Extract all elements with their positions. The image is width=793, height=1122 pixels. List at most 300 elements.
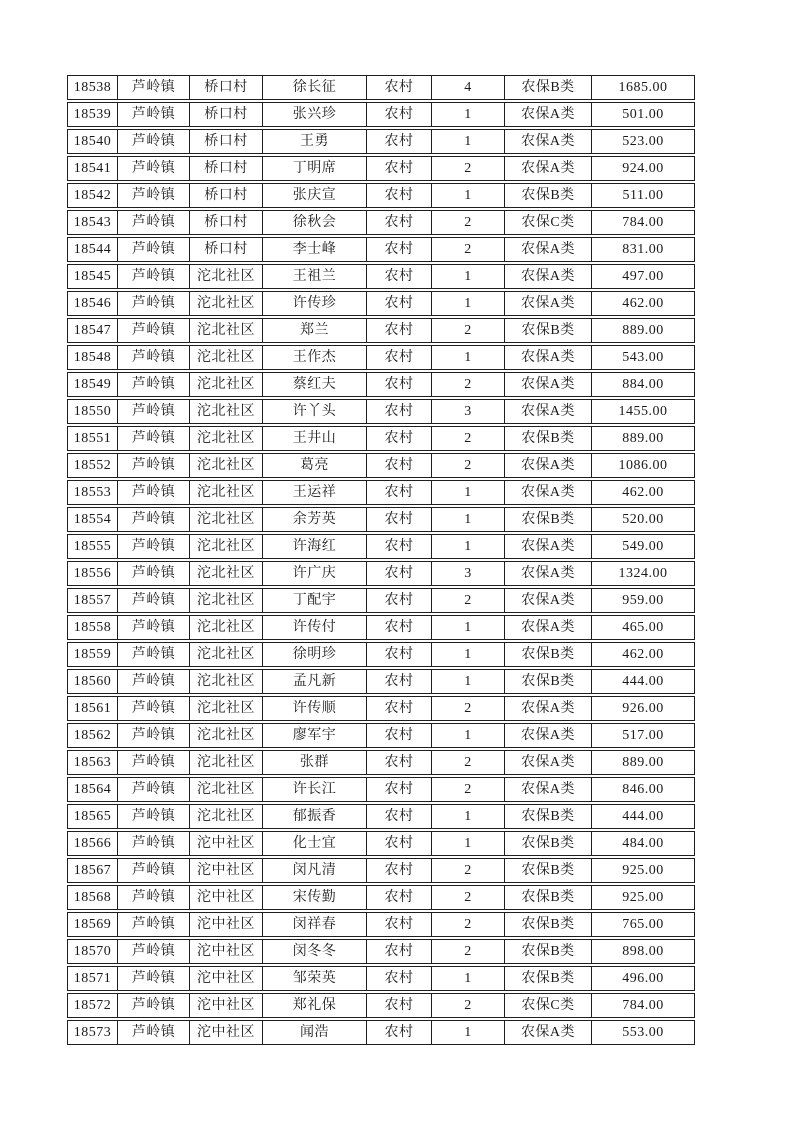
table-row: [67, 372, 695, 397]
cell-amount: 889.00: [622, 754, 664, 770]
cell-town: 芦岭镇: [118, 130, 190, 153]
cell-village: 沱中社区: [190, 886, 263, 909]
cell-amount: 1455.00: [618, 403, 668, 419]
cell-residence: 农村: [367, 859, 432, 882]
cell-persons: 2: [432, 319, 505, 342]
cell-village: 沱北社区: [190, 319, 263, 342]
cell-id: 18565: [68, 805, 118, 828]
cell-persons: 2: [432, 238, 505, 261]
cell-town: 芦岭镇: [118, 238, 190, 261]
cell-insurance_type: 农保B类: [505, 670, 592, 693]
cell-residence: 农村: [367, 751, 432, 774]
cell-village: 沱中社区: [190, 1021, 263, 1044]
cell-persons: 1: [432, 616, 505, 639]
cell-amount: 1324.00: [618, 565, 668, 581]
table-row: [67, 426, 695, 451]
cell-name: 王运祥: [263, 481, 367, 504]
cell-residence: 农村: [367, 211, 432, 234]
table-row: [67, 669, 695, 694]
cell-town: 芦岭镇: [118, 1021, 190, 1044]
cell-amount: 846.00: [622, 781, 664, 797]
cell-name: 许丫头: [263, 400, 367, 423]
table-row: [67, 264, 695, 289]
cell-village: 沱北社区: [190, 265, 263, 288]
table-row: [67, 129, 695, 154]
table-row: [67, 777, 695, 802]
cell-town: 芦岭镇: [118, 994, 190, 1017]
cell-village: 沱中社区: [190, 940, 263, 963]
cell-persons: 3: [432, 562, 505, 585]
cell-name: 李士峰: [263, 238, 367, 261]
cell-amount: 784.00: [622, 997, 664, 1013]
cell-amount: 959.00: [622, 592, 664, 608]
cell-amount: 462.00: [622, 646, 664, 662]
cell-residence: 农村: [367, 508, 432, 531]
cell-id: 18538: [68, 76, 118, 99]
cell-residence: 农村: [367, 346, 432, 369]
cell-name: 闵祥春: [263, 913, 367, 936]
cell-insurance_type: 农保A类: [505, 373, 592, 396]
cell-village: 沱中社区: [190, 913, 263, 936]
cell-name: 王祖兰: [263, 265, 367, 288]
cell-village: 沱北社区: [190, 589, 263, 612]
cell-village: 沱北社区: [190, 697, 263, 720]
cell-id: 18554: [68, 508, 118, 531]
cell-town: 芦岭镇: [118, 697, 190, 720]
cell-id: 18547: [68, 319, 118, 342]
cell-name: 蔡红夫: [263, 373, 367, 396]
cell-id: 18571: [68, 967, 118, 990]
cell-persons: 1: [432, 724, 505, 747]
cell-town: 芦岭镇: [118, 535, 190, 558]
cell-residence: 农村: [367, 454, 432, 477]
cell-id: 18556: [68, 562, 118, 585]
table-row: [67, 750, 695, 775]
cell-village: 沱中社区: [190, 859, 263, 882]
cell-name: 郑兰: [263, 319, 367, 342]
cell-residence: 农村: [367, 1021, 432, 1044]
cell-amount: 1086.00: [618, 457, 668, 473]
table-row: [67, 318, 695, 343]
cell-amount: 553.00: [622, 1024, 664, 1040]
cell-insurance_type: 农保B类: [505, 643, 592, 666]
cell-name: 闵冬冬: [263, 940, 367, 963]
cell-village: 桥口村: [190, 76, 263, 99]
cell-persons: 1: [432, 643, 505, 666]
cell-town: 芦岭镇: [118, 211, 190, 234]
cell-village: 桥口村: [190, 103, 263, 126]
cell-persons: 1: [432, 292, 505, 315]
cell-insurance_type: 农保B类: [505, 319, 592, 342]
cell-village: 沱北社区: [190, 454, 263, 477]
cell-amount: 924.00: [622, 160, 664, 176]
table-row: [67, 237, 695, 262]
cell-name: 徐明珍: [263, 643, 367, 666]
cell-persons: 2: [432, 454, 505, 477]
table-row: [67, 1020, 695, 1045]
cell-town: 芦岭镇: [118, 589, 190, 612]
cell-residence: 农村: [367, 76, 432, 99]
cell-name: 张庆宣: [263, 184, 367, 207]
cell-insurance_type: 农保C类: [505, 994, 592, 1017]
cell-amount: 465.00: [622, 619, 664, 635]
cell-village: 沱北社区: [190, 805, 263, 828]
table-row: [67, 345, 695, 370]
cell-amount: 925.00: [622, 889, 664, 905]
cell-town: 芦岭镇: [118, 886, 190, 909]
cell-town: 芦岭镇: [118, 184, 190, 207]
cell-insurance_type: 农保A类: [505, 400, 592, 423]
table-row: [67, 642, 695, 667]
cell-name: 葛亮: [263, 454, 367, 477]
cell-residence: 农村: [367, 670, 432, 693]
cell-persons: 2: [432, 994, 505, 1017]
cell-id: 18550: [68, 400, 118, 423]
cell-id: 18548: [68, 346, 118, 369]
cell-residence: 农村: [367, 805, 432, 828]
cell-town: 芦岭镇: [118, 481, 190, 504]
cell-id: 18546: [68, 292, 118, 315]
table-row: [67, 615, 695, 640]
cell-name: 许传付: [263, 616, 367, 639]
cell-amount: 520.00: [622, 511, 664, 527]
cell-id: 18572: [68, 994, 118, 1017]
cell-persons: 3: [432, 400, 505, 423]
cell-amount: 501.00: [622, 106, 664, 122]
cell-residence: 农村: [367, 184, 432, 207]
table-row: [67, 939, 695, 964]
cell-amount: 497.00: [622, 268, 664, 284]
cell-name: 许海红: [263, 535, 367, 558]
cell-persons: 2: [432, 373, 505, 396]
cell-residence: 农村: [367, 994, 432, 1017]
cell-id: 18564: [68, 778, 118, 801]
cell-town: 芦岭镇: [118, 562, 190, 585]
cell-town: 芦岭镇: [118, 103, 190, 126]
cell-town: 芦岭镇: [118, 940, 190, 963]
table-row: [67, 453, 695, 478]
cell-village: 沱中社区: [190, 994, 263, 1017]
cell-id: 18544: [68, 238, 118, 261]
cell-town: 芦岭镇: [118, 805, 190, 828]
cell-village: 沱北社区: [190, 724, 263, 747]
cell-town: 芦岭镇: [118, 400, 190, 423]
cell-persons: 2: [432, 751, 505, 774]
cell-amount: 484.00: [622, 835, 664, 851]
cell-residence: 农村: [367, 238, 432, 261]
cell-residence: 农村: [367, 724, 432, 747]
cell-name: 许长江: [263, 778, 367, 801]
cell-residence: 农村: [367, 130, 432, 153]
cell-persons: 2: [432, 157, 505, 180]
cell-insurance_type: 农保A类: [505, 103, 592, 126]
cell-name: 张兴珍: [263, 103, 367, 126]
cell-insurance_type: 农保A类: [505, 238, 592, 261]
cell-insurance_type: 农保A类: [505, 265, 592, 288]
cell-residence: 农村: [367, 481, 432, 504]
cell-residence: 农村: [367, 697, 432, 720]
cell-id: 18568: [68, 886, 118, 909]
cell-village: 沱北社区: [190, 670, 263, 693]
cell-amount: 765.00: [622, 916, 664, 932]
cell-residence: 农村: [367, 103, 432, 126]
cell-id: 18558: [68, 616, 118, 639]
cell-id: 18563: [68, 751, 118, 774]
cell-village: 沱北社区: [190, 346, 263, 369]
cell-insurance_type: 农保A类: [505, 454, 592, 477]
cell-insurance_type: 农保A类: [505, 1021, 592, 1044]
cell-town: 芦岭镇: [118, 967, 190, 990]
cell-id: 18559: [68, 643, 118, 666]
cell-name: 宋传勤: [263, 886, 367, 909]
cell-amount: 889.00: [622, 322, 664, 338]
cell-residence: 农村: [367, 562, 432, 585]
cell-town: 芦岭镇: [118, 373, 190, 396]
cell-insurance_type: 农保B类: [505, 832, 592, 855]
cell-insurance_type: 农保B类: [505, 805, 592, 828]
cell-name: 丁配宇: [263, 589, 367, 612]
cell-residence: 农村: [367, 832, 432, 855]
cell-insurance_type: 农保A类: [505, 616, 592, 639]
cell-residence: 农村: [367, 535, 432, 558]
cell-town: 芦岭镇: [118, 427, 190, 450]
cell-village: 沱北社区: [190, 481, 263, 504]
cell-residence: 农村: [367, 319, 432, 342]
cell-village: 沱北社区: [190, 616, 263, 639]
table-row: [67, 75, 695, 100]
cell-residence: 农村: [367, 913, 432, 936]
cell-amount: 511.00: [622, 187, 664, 203]
table-row: [67, 399, 695, 424]
cell-name: 闻浩: [263, 1021, 367, 1044]
cell-amount: 444.00: [622, 673, 664, 689]
cell-persons: 1: [432, 535, 505, 558]
cell-village: 沱北社区: [190, 427, 263, 450]
cell-insurance_type: 农保B类: [505, 427, 592, 450]
cell-residence: 农村: [367, 643, 432, 666]
cell-name: 余芳英: [263, 508, 367, 531]
cell-town: 芦岭镇: [118, 859, 190, 882]
cell-name: 徐秋会: [263, 211, 367, 234]
cell-town: 芦岭镇: [118, 643, 190, 666]
cell-village: 沱北社区: [190, 778, 263, 801]
cell-village: 沱北社区: [190, 400, 263, 423]
cell-residence: 农村: [367, 886, 432, 909]
records-table: [67, 75, 695, 1045]
cell-insurance_type: 农保B类: [505, 76, 592, 99]
cell-persons: 2: [432, 940, 505, 963]
cell-persons: 2: [432, 427, 505, 450]
table-row: [67, 831, 695, 856]
cell-town: 芦岭镇: [118, 319, 190, 342]
cell-id: 18545: [68, 265, 118, 288]
table-row: [67, 291, 695, 316]
cell-town: 芦岭镇: [118, 508, 190, 531]
cell-persons: 2: [432, 589, 505, 612]
cell-name: 廖军宇: [263, 724, 367, 747]
cell-name: 张群: [263, 751, 367, 774]
cell-town: 芦岭镇: [118, 832, 190, 855]
cell-village: 沱北社区: [190, 643, 263, 666]
cell-name: 徐长征: [263, 76, 367, 99]
cell-amount: 444.00: [622, 808, 664, 824]
cell-persons: 2: [432, 859, 505, 882]
cell-name: 郁振香: [263, 805, 367, 828]
cell-amount: 898.00: [622, 943, 664, 959]
cell-insurance_type: 农保A类: [505, 589, 592, 612]
cell-insurance_type: 农保A类: [505, 562, 592, 585]
cell-village: 桥口村: [190, 184, 263, 207]
cell-insurance_type: 农保B类: [505, 184, 592, 207]
cell-amount: 884.00: [622, 376, 664, 392]
cell-id: 18560: [68, 670, 118, 693]
cell-town: 芦岭镇: [118, 157, 190, 180]
cell-name: 许传顺: [263, 697, 367, 720]
table-row: [67, 912, 695, 937]
cell-id: 18557: [68, 589, 118, 612]
cell-town: 芦岭镇: [118, 778, 190, 801]
cell-town: 芦岭镇: [118, 76, 190, 99]
cell-residence: 农村: [367, 157, 432, 180]
cell-name: 丁明席: [263, 157, 367, 180]
cell-residence: 农村: [367, 400, 432, 423]
cell-id: 18570: [68, 940, 118, 963]
table-row: [67, 183, 695, 208]
cell-persons: 2: [432, 778, 505, 801]
cell-insurance_type: 农保B类: [505, 913, 592, 936]
cell-insurance_type: 农保B类: [505, 886, 592, 909]
cell-amount: 496.00: [622, 970, 664, 986]
cell-insurance_type: 农保A类: [505, 751, 592, 774]
cell-residence: 农村: [367, 589, 432, 612]
table-row: [67, 885, 695, 910]
cell-insurance_type: 农保A类: [505, 292, 592, 315]
cell-amount: 462.00: [622, 295, 664, 311]
cell-amount: 462.00: [622, 484, 664, 500]
cell-amount: 784.00: [622, 214, 664, 230]
cell-id: 18541: [68, 157, 118, 180]
cell-insurance_type: 农保B类: [505, 859, 592, 882]
table-row: [67, 804, 695, 829]
cell-insurance_type: 农保A类: [505, 535, 592, 558]
cell-persons: 1: [432, 184, 505, 207]
cell-town: 芦岭镇: [118, 265, 190, 288]
cell-amount: 889.00: [622, 430, 664, 446]
cell-town: 芦岭镇: [118, 454, 190, 477]
cell-village: 沱中社区: [190, 832, 263, 855]
cell-insurance_type: 农保A类: [505, 130, 592, 153]
cell-persons: 2: [432, 913, 505, 936]
cell-insurance_type: 农保A类: [505, 778, 592, 801]
table-row: [67, 210, 695, 235]
cell-amount: 1685.00: [618, 79, 668, 95]
table-row: [67, 588, 695, 613]
cell-village: 沱北社区: [190, 535, 263, 558]
cell-persons: 2: [432, 697, 505, 720]
cell-insurance_type: 农保A类: [505, 481, 592, 504]
cell-town: 芦岭镇: [118, 724, 190, 747]
cell-town: 芦岭镇: [118, 913, 190, 936]
cell-persons: 1: [432, 346, 505, 369]
cell-id: 18540: [68, 130, 118, 153]
cell-town: 芦岭镇: [118, 670, 190, 693]
cell-persons: 2: [432, 886, 505, 909]
table-row: [67, 696, 695, 721]
table-row: [67, 993, 695, 1018]
cell-id: 18569: [68, 913, 118, 936]
table-row: [67, 507, 695, 532]
cell-id: 18549: [68, 373, 118, 396]
cell-insurance_type: 农保C类: [505, 211, 592, 234]
cell-persons: 1: [432, 265, 505, 288]
cell-residence: 农村: [367, 265, 432, 288]
cell-name: 王作杰: [263, 346, 367, 369]
cell-persons: 1: [432, 481, 505, 504]
cell-name: 孟凡新: [263, 670, 367, 693]
cell-insurance_type: 农保A类: [505, 157, 592, 180]
cell-amount: 831.00: [622, 241, 664, 257]
cell-persons: 1: [432, 670, 505, 693]
cell-residence: 农村: [367, 616, 432, 639]
cell-town: 芦岭镇: [118, 751, 190, 774]
cell-amount: 543.00: [622, 349, 664, 365]
cell-persons: 2: [432, 211, 505, 234]
cell-name: 许传珍: [263, 292, 367, 315]
cell-amount: 523.00: [622, 133, 664, 149]
table-row: [67, 156, 695, 181]
cell-village: 沱北社区: [190, 751, 263, 774]
cell-id: 18567: [68, 859, 118, 882]
cell-id: 18551: [68, 427, 118, 450]
cell-persons: 1: [432, 508, 505, 531]
cell-amount: 549.00: [622, 538, 664, 554]
cell-village: 桥口村: [190, 238, 263, 261]
cell-residence: 农村: [367, 967, 432, 990]
cell-id: 18539: [68, 103, 118, 126]
table-row: [67, 480, 695, 505]
cell-id: 18542: [68, 184, 118, 207]
cell-insurance_type: 农保B类: [505, 940, 592, 963]
cell-residence: 农村: [367, 940, 432, 963]
cell-insurance_type: 农保A类: [505, 697, 592, 720]
cell-residence: 农村: [367, 427, 432, 450]
cell-name: 王勇: [263, 130, 367, 153]
cell-insurance_type: 农保A类: [505, 346, 592, 369]
cell-village: 沱中社区: [190, 967, 263, 990]
table-row: [67, 561, 695, 586]
cell-name: 闵凡清: [263, 859, 367, 882]
cell-id: 18555: [68, 535, 118, 558]
cell-persons: 1: [432, 130, 505, 153]
cell-persons: 1: [432, 967, 505, 990]
cell-name: 王井山: [263, 427, 367, 450]
cell-id: 18566: [68, 832, 118, 855]
cell-town: 芦岭镇: [118, 616, 190, 639]
cell-village: 沱北社区: [190, 292, 263, 315]
cell-village: 桥口村: [190, 211, 263, 234]
cell-name: 许广庆: [263, 562, 367, 585]
cell-town: 芦岭镇: [118, 346, 190, 369]
cell-village: 沱北社区: [190, 508, 263, 531]
cell-id: 18543: [68, 211, 118, 234]
cell-id: 18553: [68, 481, 118, 504]
cell-village: 沱北社区: [190, 562, 263, 585]
cell-persons: 1: [432, 805, 505, 828]
cell-id: 18561: [68, 697, 118, 720]
table-row: [67, 102, 695, 127]
table-row: [67, 534, 695, 559]
cell-persons: 1: [432, 832, 505, 855]
